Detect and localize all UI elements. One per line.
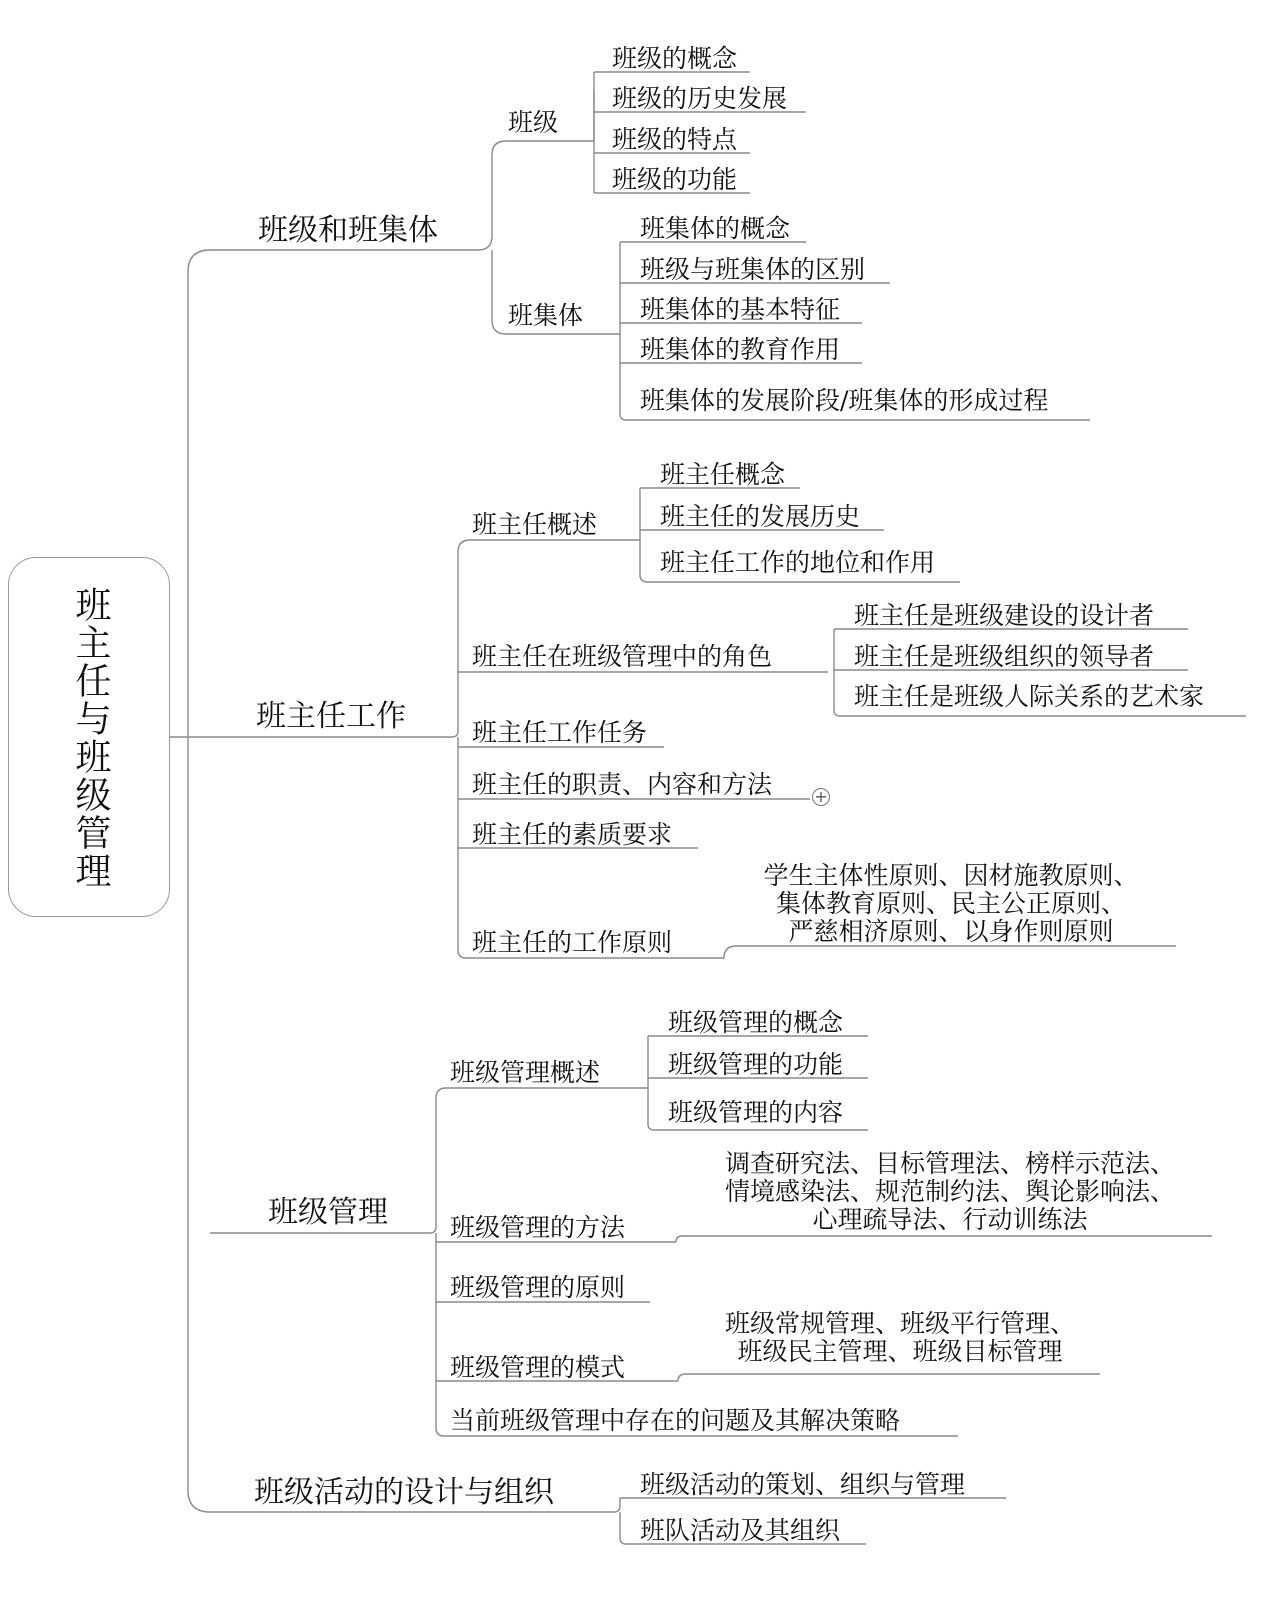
leaf[interactable]: 班主任是班级建设的设计者 xyxy=(854,601,1155,630)
node-tasks[interactable]: 班主任工作任务 xyxy=(472,718,648,747)
leaf[interactable]: 班集体的教育作用 xyxy=(640,335,841,364)
note-line: 调查研究法、目标管理法、榜样示范法、 xyxy=(724,1149,1175,1178)
branch-class-and-collective[interactable]: 班级和班集体 xyxy=(258,213,438,248)
leaf[interactable]: 班级的概念 xyxy=(612,44,738,73)
leaf[interactable]: 班级的特点 xyxy=(612,125,738,154)
node-mgmt-modes[interactable]: 班级管理的模式 xyxy=(450,1353,626,1382)
principles-note xyxy=(736,862,1166,946)
node-quality[interactable]: 班主任的素质要求 xyxy=(472,820,673,849)
node-mgmt-problems[interactable]: 当前班级管理中存在的问题及其解决策略 xyxy=(450,1406,901,1435)
node-collective[interactable]: 班集体 xyxy=(508,301,584,330)
leaf[interactable]: 班级管理的内容 xyxy=(668,1098,844,1127)
leaf[interactable]: 班主任是班级人际关系的艺术家 xyxy=(854,682,1205,711)
leaf[interactable]: 班主任概念 xyxy=(660,460,786,489)
node-principles[interactable]: 班主任的工作原则 xyxy=(472,928,673,957)
note-line: 集体教育原则、民主公正原则、 xyxy=(775,889,1126,918)
plus-icon[interactable]: + xyxy=(812,788,830,806)
node-mgmt-overview[interactable]: 班级管理概述 xyxy=(450,1058,601,1087)
methods-note xyxy=(700,1150,1200,1234)
branch-class-activities[interactable]: 班级活动的设计与组织 xyxy=(254,1475,554,1510)
leaf[interactable]: 班级的历史发展 xyxy=(612,84,788,113)
leaf[interactable]: 班集体的概念 xyxy=(640,214,791,243)
node-duties[interactable]: 班主任的职责、内容和方法 xyxy=(472,770,773,799)
leaf[interactable]: 班集体的发展阶段/班集体的形成过程 xyxy=(640,386,1049,415)
branch-class-management[interactable]: 班级管理 xyxy=(268,1195,388,1230)
leaf[interactable]: 班级与班集体的区别 xyxy=(640,255,866,284)
note-line: 班级民主管理、班级目标管理 xyxy=(737,1337,1063,1366)
node-team-activity[interactable]: 班队活动及其组织 xyxy=(640,1516,841,1545)
note-line: 情境感染法、规范制约法、舆论影响法、 xyxy=(724,1177,1175,1206)
note-line: 班级常规管理、班级平行管理、 xyxy=(724,1309,1075,1338)
node-role[interactable]: 班主任在班级管理中的角色 xyxy=(472,642,773,671)
leaf[interactable]: 班集体的基本特征 xyxy=(640,295,841,324)
leaf[interactable]: 班主任的发展历史 xyxy=(660,502,861,531)
root-node-label: 班主任与班级管理 xyxy=(70,586,111,890)
note-line: 心理疏导法、行动训练法 xyxy=(812,1205,1088,1234)
leaf[interactable]: 班主任工作的地位和作用 xyxy=(660,548,936,577)
leaf[interactable]: 班级管理的功能 xyxy=(668,1050,844,1079)
root-node[interactable] xyxy=(8,557,170,917)
modes-note xyxy=(690,1310,1110,1366)
node-overview[interactable]: 班主任概述 xyxy=(472,510,598,539)
note-line: 学生主体性原则、因材施教原则、 xyxy=(763,861,1139,890)
note-line: 严慈相济原则、以身作则原则 xyxy=(788,917,1114,946)
leaf[interactable]: 班级管理的概念 xyxy=(668,1008,844,1037)
node-class[interactable]: 班级 xyxy=(508,108,559,137)
node-mgmt-principles[interactable]: 班级管理的原则 xyxy=(450,1273,626,1302)
node-activity-planning[interactable]: 班级活动的策划、组织与管理 xyxy=(640,1470,966,1499)
branch-head-teacher-work[interactable]: 班主任工作 xyxy=(256,699,406,734)
leaf[interactable]: 班主任是班级组织的领导者 xyxy=(854,642,1155,671)
leaf[interactable]: 班级的功能 xyxy=(612,165,738,194)
node-mgmt-methods[interactable]: 班级管理的方法 xyxy=(450,1213,626,1242)
